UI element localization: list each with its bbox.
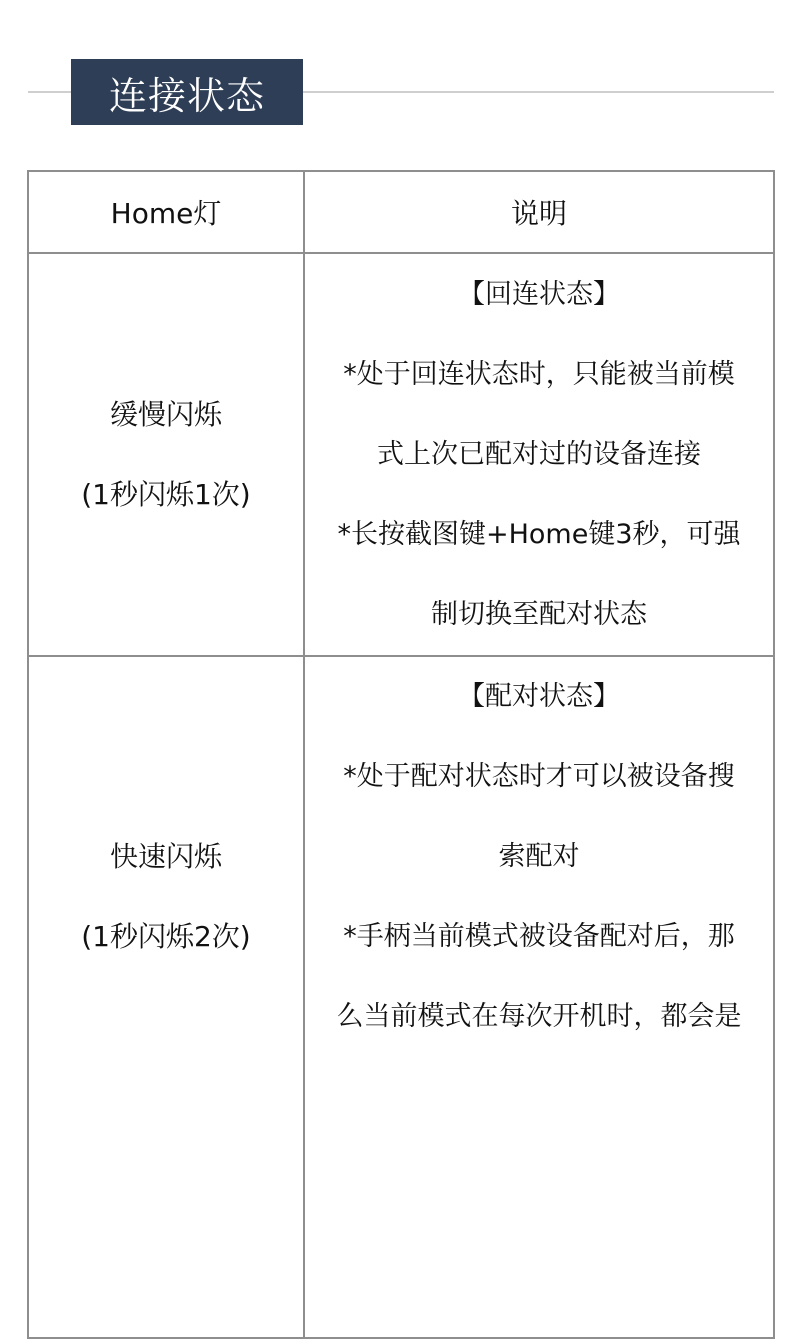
section-title: 连接状态 [108,73,265,118]
description-line: *手柄当前模式被设备配对后，那 [343,921,735,952]
description-line: 么当前模式在每次开机时，都会是 [336,1001,742,1032]
connection-status-table [27,170,775,1339]
header-description: 说明 [304,171,774,253]
mode-heading: 【配对状态】 [458,681,620,712]
section-title-box [71,59,303,125]
light-cell [28,253,304,656]
description-line: *长按截图键+Home键3秒，可强 [337,518,741,550]
table-row [28,253,774,656]
light-frequency: (1秒闪烁1次) [81,477,251,511]
description-line: *处于配对状态时才可以被设备搜 [343,761,735,792]
light-cell [28,656,304,1338]
table-row [28,656,774,1338]
light-state: 缓慢闪烁 [109,397,222,431]
description-line: 式上次已配对过的设备连接 [377,438,701,470]
description-line: *处于回连状态时，只能被当前模 [343,358,735,390]
table-header-row [28,171,774,253]
header-home-light: Home灯 [28,171,304,253]
description-line: 索配对 [498,841,580,872]
mode-heading: 【回连状态】 [458,278,620,310]
light-frequency: (1秒闪烁2次) [81,920,251,953]
light-state: 快速闪烁 [109,840,222,873]
description-cell [304,253,774,656]
description-line: 制切换至配对状态 [431,598,647,630]
description-cell [304,656,774,1338]
section-header [0,0,800,150]
